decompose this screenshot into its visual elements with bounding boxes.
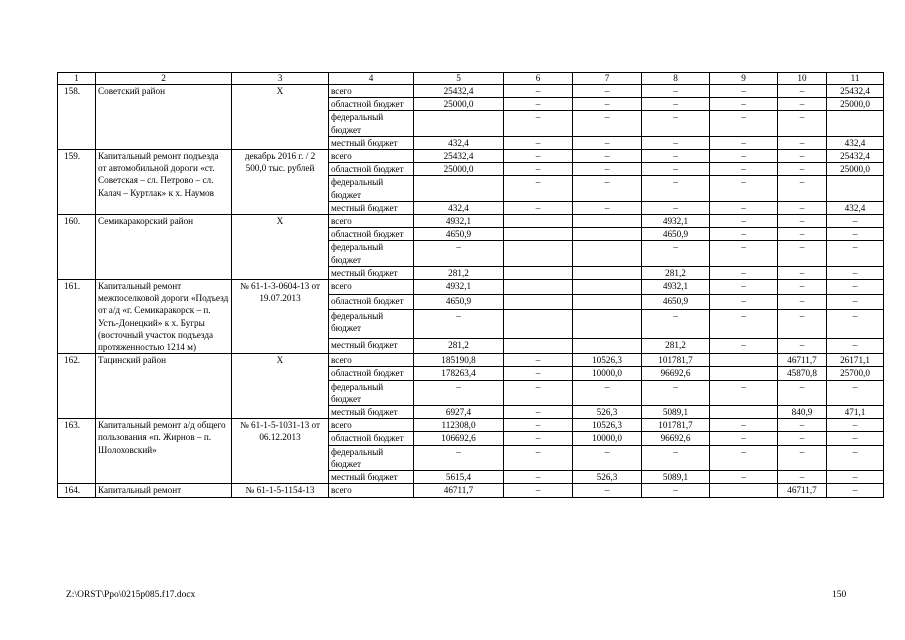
table-row [58,150,884,163]
table-header-row [58,73,884,85]
value-cell-c11: 471,1 [827,406,884,419]
object-name: Капитальный ремонт [96,484,232,497]
value-cell-c7: – [573,380,642,405]
value-cell-c7: – [573,136,642,149]
value-cell-c7 [573,310,642,339]
value-cell-c11: – [827,280,884,295]
row-number: 159. [58,150,96,215]
value-cell-c6 [504,280,573,295]
value-cell-c6 [504,228,573,241]
table [57,72,884,498]
value-cell-c8: – [642,241,710,266]
value-cell-c11: 25000,0 [827,98,884,111]
value-cell-c5: 4932,1 [414,280,504,295]
value-cell-c6 [504,241,573,266]
value-cell-c9: – [710,201,778,214]
value-cell-c10: – [778,266,827,279]
value-cell-c6: – [504,111,573,136]
value-cell-c10: – [778,150,827,163]
column-header: 11 [827,73,884,85]
budget-type: федеральный бюджет [329,241,414,266]
budget-type: областной бюджет [329,432,414,445]
value-cell-c11: 25700,0 [827,367,884,380]
value-cell-c6: – [504,419,573,432]
value-cell-c11 [827,176,884,201]
column-header: 5 [414,73,504,85]
value-cell-c11: – [827,471,884,484]
document-info: № 61-1-5-1154-13 [232,484,329,497]
value-cell-c9: – [710,228,778,241]
budget-type: местный бюджет [329,136,414,149]
document-info: № 61-1-3-0604-13 от 19.07.2013 [232,280,329,354]
value-cell-c10: – [778,280,827,295]
value-cell-c9: – [710,380,778,405]
value-cell-c10: – [778,295,827,310]
row-number: 160. [58,215,96,280]
value-cell-c5: – [414,445,504,470]
value-cell-c11: 432,4 [827,136,884,149]
value-cell-c11: 25000,0 [827,163,884,176]
value-cell-c5: 6927,4 [414,406,504,419]
value-cell-c5: 4932,1 [414,215,504,228]
column-header: 7 [573,73,642,85]
value-cell-c11: 432,4 [827,201,884,214]
table-row [58,215,884,228]
column-header: 6 [504,73,573,85]
value-cell-c11: 25432,4 [827,85,884,98]
value-cell-c8: 4650,9 [642,295,710,310]
value-cell-c9 [710,484,778,497]
value-cell-c11: – [827,380,884,405]
value-cell-c8: 96692,6 [642,367,710,380]
value-cell-c7 [573,241,642,266]
row-number: 163. [58,419,96,484]
value-cell-c7: – [573,176,642,201]
value-cell-c11: – [827,228,884,241]
value-cell-c8: 101781,7 [642,419,710,432]
value-cell-c6: – [504,85,573,98]
budget-type: всего [329,85,414,98]
value-cell-c6: – [504,380,573,405]
value-cell-c6: – [504,176,573,201]
budget-type: всего [329,419,414,432]
table-row [58,280,884,295]
table-row [58,484,884,497]
value-cell-c7: 10000,0 [573,432,642,445]
value-cell-c10: – [778,241,827,266]
value-cell-c9: – [710,241,778,266]
value-cell-c11: – [827,215,884,228]
value-cell-c6 [504,339,573,354]
value-cell-c5: 4650,9 [414,295,504,310]
column-header: 8 [642,73,710,85]
value-cell-c9: – [710,445,778,470]
value-cell-c8: – [642,445,710,470]
value-cell-c9: – [710,419,778,432]
object-name: Семикаракорский район [96,215,232,280]
value-cell-c7 [573,228,642,241]
value-cell-c6: – [504,484,573,497]
page-number: 150 [832,590,847,600]
budget-type: местный бюджет [329,406,414,419]
value-cell-c7: – [573,150,642,163]
budget-type: всего [329,215,414,228]
value-cell-c5: 5615,4 [414,471,504,484]
budget-type: областной бюджет [329,228,414,241]
file-path: Z:\ORST\Ppo\0215p085.f17.docx [66,590,196,600]
value-cell-c10: – [778,215,827,228]
value-cell-c10: – [778,201,827,214]
value-cell-c10: – [778,228,827,241]
value-cell-c7: 10526,3 [573,419,642,432]
object-name: Капитальный ремонт подъезда от автомобильной дороги «ст. Советская – сл. Петрово – сл. Калач – Куртлак» к х. Наумов [96,150,232,215]
budget-type: федеральный бюджет [329,445,414,470]
budget-type: областной бюджет [329,163,414,176]
value-cell-c11: – [827,484,884,497]
object-name: Капитальный ремонт межпоселковой дороги «Подъезд от а/д «г. Семикаракорск – п. Усть-Донецкий» к х. Бугры (восточный участок подъезда протяженностью 1214 м) [96,280,232,354]
value-cell-c9: – [710,280,778,295]
budget-type: местный бюджет [329,339,414,354]
value-cell-c5: 4650,9 [414,228,504,241]
document-info: № 61-1-5-1031-13 от 06.12.2013 [232,419,329,484]
value-cell-c5: 178263,4 [414,367,504,380]
value-cell-c8: – [642,98,710,111]
value-cell-c7: – [573,484,642,497]
value-cell-c9: – [710,266,778,279]
value-cell-c6: – [504,98,573,111]
value-cell-c7: – [573,201,642,214]
value-cell-c9 [710,354,778,367]
value-cell-c8: – [642,380,710,405]
value-cell-c5: 185190,8 [414,354,504,367]
value-cell-c10: – [778,163,827,176]
value-cell-c11: 25432,4 [827,150,884,163]
budget-type: всего [329,354,414,367]
value-cell-c9: – [710,339,778,354]
value-cell-c5: 281,2 [414,339,504,354]
value-cell-c10: – [778,339,827,354]
value-cell-c7 [573,215,642,228]
value-cell-c10: – [778,310,827,339]
value-cell-c6: – [504,406,573,419]
budget-type: местный бюджет [329,266,414,279]
value-cell-c6: – [504,445,573,470]
value-cell-c10: 840,9 [778,406,827,419]
column-header: 4 [329,73,414,85]
value-cell-c5: 432,4 [414,201,504,214]
value-cell-c9: – [710,163,778,176]
value-cell-c10: – [778,471,827,484]
document-info: декабрь 2016 г. / 2 500,0 тыс. рублей [232,150,329,215]
value-cell-c9: – [710,176,778,201]
column-header: 9 [710,73,778,85]
value-cell-c5: – [414,241,504,266]
value-cell-c9 [710,367,778,380]
value-cell-c11: – [827,445,884,470]
value-cell-c5: 432,4 [414,136,504,149]
value-cell-c10: – [778,380,827,405]
value-cell-c7: 526,3 [573,406,642,419]
budget-type: федеральный бюджет [329,176,414,201]
value-cell-c7: – [573,163,642,176]
value-cell-c8: 4650,9 [642,228,710,241]
value-cell-c5: 25000,0 [414,163,504,176]
value-cell-c7 [573,266,642,279]
value-cell-c8: 101781,7 [642,354,710,367]
value-cell-c9: – [710,136,778,149]
value-cell-c10: – [778,432,827,445]
value-cell-c8: 281,2 [642,266,710,279]
value-cell-c6: – [504,201,573,214]
value-cell-c11: – [827,241,884,266]
value-cell-c5: 106692,6 [414,432,504,445]
value-cell-c8: – [642,136,710,149]
value-cell-c6 [504,266,573,279]
budget-type: областной бюджет [329,98,414,111]
row-number: 162. [58,354,96,419]
budget-type: местный бюджет [329,471,414,484]
budget-type: всего [329,484,414,497]
object-name: Капитальный ремонт а/д общего пользования «п. Жирнов – п. Шолоховский» [96,419,232,484]
budget-type: всего [329,280,414,295]
budget-type: местный бюджет [329,201,414,214]
value-cell-c6: – [504,367,573,380]
value-cell-c5: 281,2 [414,266,504,279]
value-cell-c7: – [573,445,642,470]
budget-type: областной бюджет [329,367,414,380]
budget-table [57,72,870,498]
value-cell-c8: 4932,1 [642,280,710,295]
budget-type: федеральный бюджет [329,111,414,136]
value-cell-c7: – [573,98,642,111]
budget-type: федеральный бюджет [329,310,414,339]
value-cell-c5: – [414,310,504,339]
value-cell-c6: – [504,136,573,149]
value-cell-c6 [504,295,573,310]
object-name: Тацинский район [96,354,232,419]
value-cell-c10: 46711,7 [778,484,827,497]
value-cell-c11: – [827,266,884,279]
value-cell-c10: 45870,8 [778,367,827,380]
value-cell-c10: – [778,111,827,136]
value-cell-c10: – [778,419,827,432]
value-cell-c7: 10000,0 [573,367,642,380]
value-cell-c8: – [642,85,710,98]
value-cell-c7: 526,3 [573,471,642,484]
value-cell-c7 [573,339,642,354]
value-cell-c9: – [710,310,778,339]
value-cell-c8: 4932,1 [642,215,710,228]
value-cell-c10: 46711,7 [778,354,827,367]
value-cell-c5: 112308,0 [414,419,504,432]
value-cell-c6 [504,215,573,228]
value-cell-c9: – [710,295,778,310]
value-cell-c9: – [710,432,778,445]
value-cell-c5: 25432,4 [414,150,504,163]
value-cell-c8: 281,2 [642,339,710,354]
value-cell-c6: – [504,150,573,163]
value-cell-c8: – [642,150,710,163]
column-header: 3 [232,73,329,85]
value-cell-c11: – [827,432,884,445]
value-cell-c11: – [827,419,884,432]
document-info: Х [232,85,329,150]
value-cell-c9: – [710,215,778,228]
column-header: 10 [778,73,827,85]
column-header: 2 [96,73,232,85]
value-cell-c6: – [504,163,573,176]
budget-type: федеральный бюджет [329,380,414,405]
document-info: Х [232,354,329,419]
value-cell-c5: 25432,4 [414,85,504,98]
value-cell-c11: – [827,339,884,354]
table-row [58,85,884,98]
value-cell-c6: – [504,432,573,445]
value-cell-c11: – [827,295,884,310]
table-row [58,419,884,432]
value-cell-c9: – [710,471,778,484]
budget-type: областной бюджет [329,295,414,310]
value-cell-c8: – [642,310,710,339]
value-cell-c8: 5089,1 [642,406,710,419]
value-cell-c8: – [642,201,710,214]
value-cell-c7 [573,295,642,310]
value-cell-c5: 46711,7 [414,484,504,497]
value-cell-c10: – [778,136,827,149]
value-cell-c7 [573,280,642,295]
value-cell-c10: – [778,98,827,111]
value-cell-c5: – [414,380,504,405]
value-cell-c8: 96692,6 [642,432,710,445]
column-header: 1 [58,73,96,85]
table-row [58,354,884,367]
row-number: 161. [58,280,96,354]
budget-type: всего [329,150,414,163]
value-cell-c5 [414,176,504,201]
value-cell-c9: – [710,85,778,98]
row-number: 158. [58,85,96,150]
object-name: Советский район [96,85,232,150]
value-cell-c10: – [778,85,827,98]
value-cell-c11 [827,111,884,136]
document-info: Х [232,215,329,280]
value-cell-c10: – [778,445,827,470]
value-cell-c9: – [710,98,778,111]
value-cell-c9: – [710,111,778,136]
value-cell-c5 [414,111,504,136]
value-cell-c11: – [827,310,884,339]
value-cell-c11: 26171,1 [827,354,884,367]
value-cell-c6: – [504,354,573,367]
value-cell-c8: – [642,163,710,176]
value-cell-c5: 25000,0 [414,98,504,111]
value-cell-c9 [710,406,778,419]
value-cell-c8: 5089,1 [642,471,710,484]
value-cell-c10: – [778,176,827,201]
row-number: 164. [58,484,96,497]
value-cell-c8: – [642,176,710,201]
value-cell-c6 [504,310,573,339]
value-cell-c7: – [573,85,642,98]
value-cell-c9: – [710,150,778,163]
value-cell-c6: – [504,471,573,484]
value-cell-c8: – [642,484,710,497]
value-cell-c7: 10526,3 [573,354,642,367]
value-cell-c8: – [642,111,710,136]
value-cell-c7: – [573,111,642,136]
